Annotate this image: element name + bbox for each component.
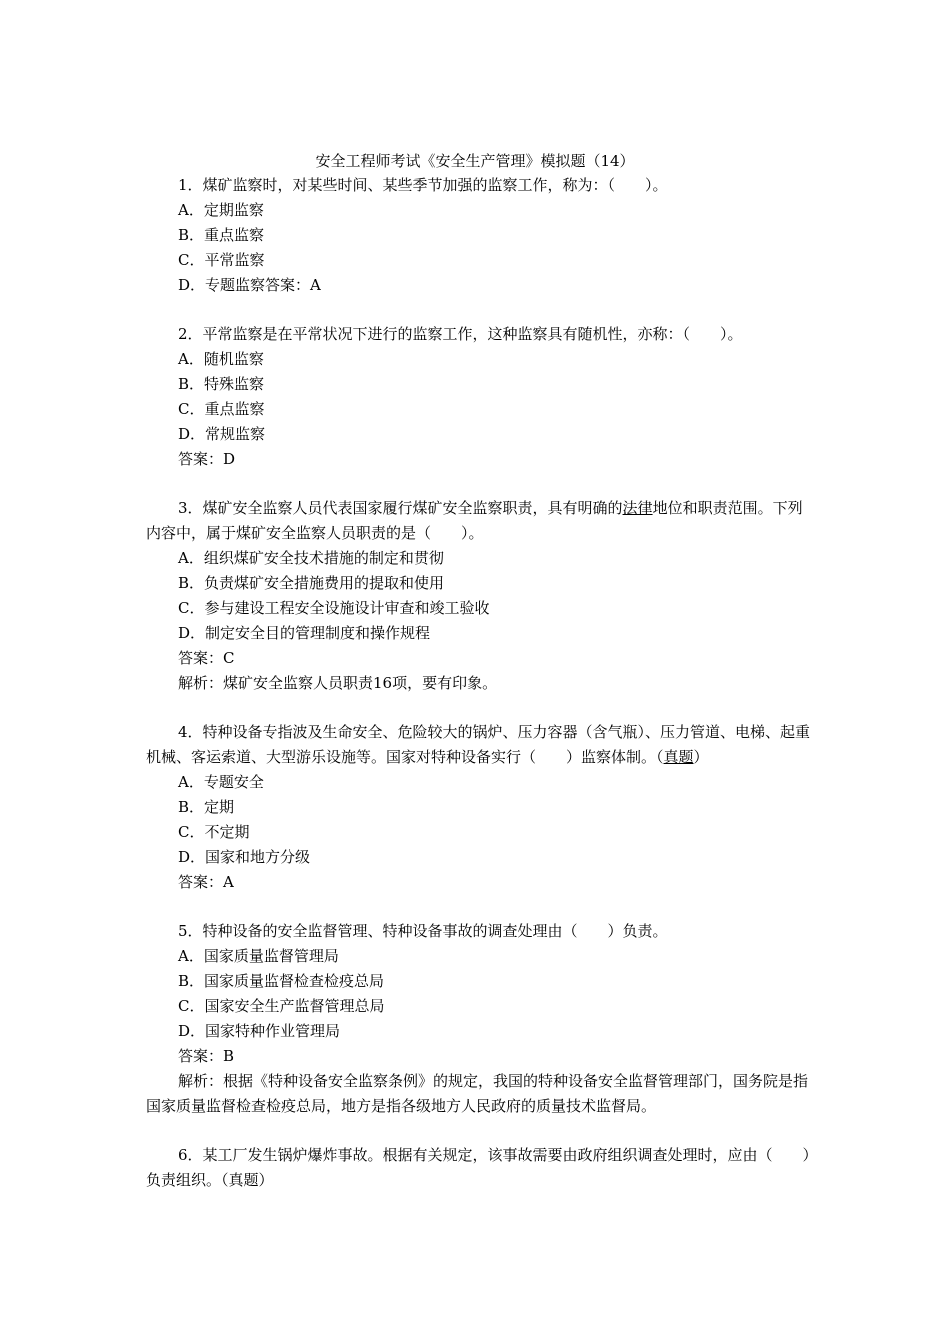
question-stem (146, 496, 816, 546)
answer: 答案：A (178, 873, 234, 891)
option-c: C．重点监察 (178, 400, 265, 418)
option-d: D．专题监察答案：A (178, 276, 321, 294)
question-stem (146, 720, 816, 770)
option-a: A．定期监察 (178, 201, 264, 219)
option-c: C．参与建设工程安全设施设计审查和竣工验收 (178, 599, 490, 617)
option-a: A．组织煤矿安全技术措施的制定和贯彻 (178, 549, 444, 567)
option-a: A．国家质量监督管理局 (178, 947, 339, 965)
answer: 答案：D (178, 450, 236, 468)
question-5 (146, 919, 816, 1119)
spacer (146, 472, 816, 496)
document-title: 安全工程师考试《安全生产管理》模拟题（14） (315, 152, 635, 170)
option-c: C．国家安全生产监督管理总局 (178, 997, 385, 1015)
option-b: B．重点监察 (178, 226, 265, 244)
spacer (146, 895, 816, 919)
question-2 (146, 322, 816, 472)
analysis: 解析：根据《特种设备安全监察条例》的规定，我国的特种设备安全监督管理部门，国务院是指国家质量监督检查检疫总局，地方是指各级地方人民政府的质量技术监督局。 (146, 1072, 809, 1115)
stem-text: 地位和职责范围。下列内容中，属于煤矿安全监察人员职责的是（ ）。 (146, 499, 803, 542)
question-1 (146, 173, 816, 298)
question-list (146, 173, 816, 1193)
option-b: B．定期 (178, 798, 235, 816)
question-3 (146, 496, 816, 696)
option-b: B．负责煤矿安全措施费用的提取和使用 (178, 574, 445, 592)
spacer (146, 1119, 816, 1143)
option-d: D．制定安全目的管理制度和操作规程 (178, 624, 431, 642)
question-stem: 5．特种设备的安全监督管理、特种设备事故的调查处理由（ ）负责。 (178, 922, 668, 940)
option-c: C．平常监察 (178, 251, 265, 269)
answer: 答案：C (178, 649, 235, 667)
real-exam-link[interactable]: 真题 (663, 748, 694, 766)
spacer (146, 696, 816, 720)
answer: 答案：B (178, 1047, 235, 1065)
question-4 (146, 720, 816, 895)
option-d: D．常规监察 (178, 425, 266, 443)
analysis: 解析：煤矿安全监察人员职责16项，要有印象。 (178, 674, 498, 692)
option-a: A．专题安全 (178, 773, 264, 791)
option-b: B．特殊监察 (178, 375, 265, 393)
question-stem: 1．煤矿监察时，对某些时间、某些季节加强的监察工作，称为：（ ）。 (178, 176, 668, 194)
option-c: C．不定期 (178, 823, 250, 841)
law-link[interactable]: 法律 (622, 499, 653, 517)
option-b: B．国家质量监督检查检疫总局 (178, 972, 385, 990)
stem-text: 3．煤矿安全监察人员代表国家履行煤矿安全监察职责，具有明确的 (178, 499, 623, 517)
question-stem: 2．平常监察是在平常状况下进行的监察工作，这种监察具有随机性，亦称：（ ）。 (178, 325, 743, 343)
question-stem: 6．某工厂发生锅炉爆炸事故。根据有关规定，该事故需要由政府组织调查处理时，应由（ ）负责组织。（真题） (146, 1146, 811, 1189)
stem-text: ） (693, 748, 709, 766)
question-6 (146, 1143, 816, 1193)
spacer (146, 298, 816, 322)
option-d: D．国家和地方分级 (178, 848, 311, 866)
stem-text: 4．特种设备专指波及生命安全、危险较大的锅炉、压力容器（含气瓶）、压力管道、电梯、起重机械、客运索道、大型游乐设施等。国家对特种设备实行（ ）监察体制。（ (146, 723, 811, 766)
option-a: A．随机监察 (178, 350, 264, 368)
option-d: D．国家特种作业管理局 (178, 1022, 341, 1040)
